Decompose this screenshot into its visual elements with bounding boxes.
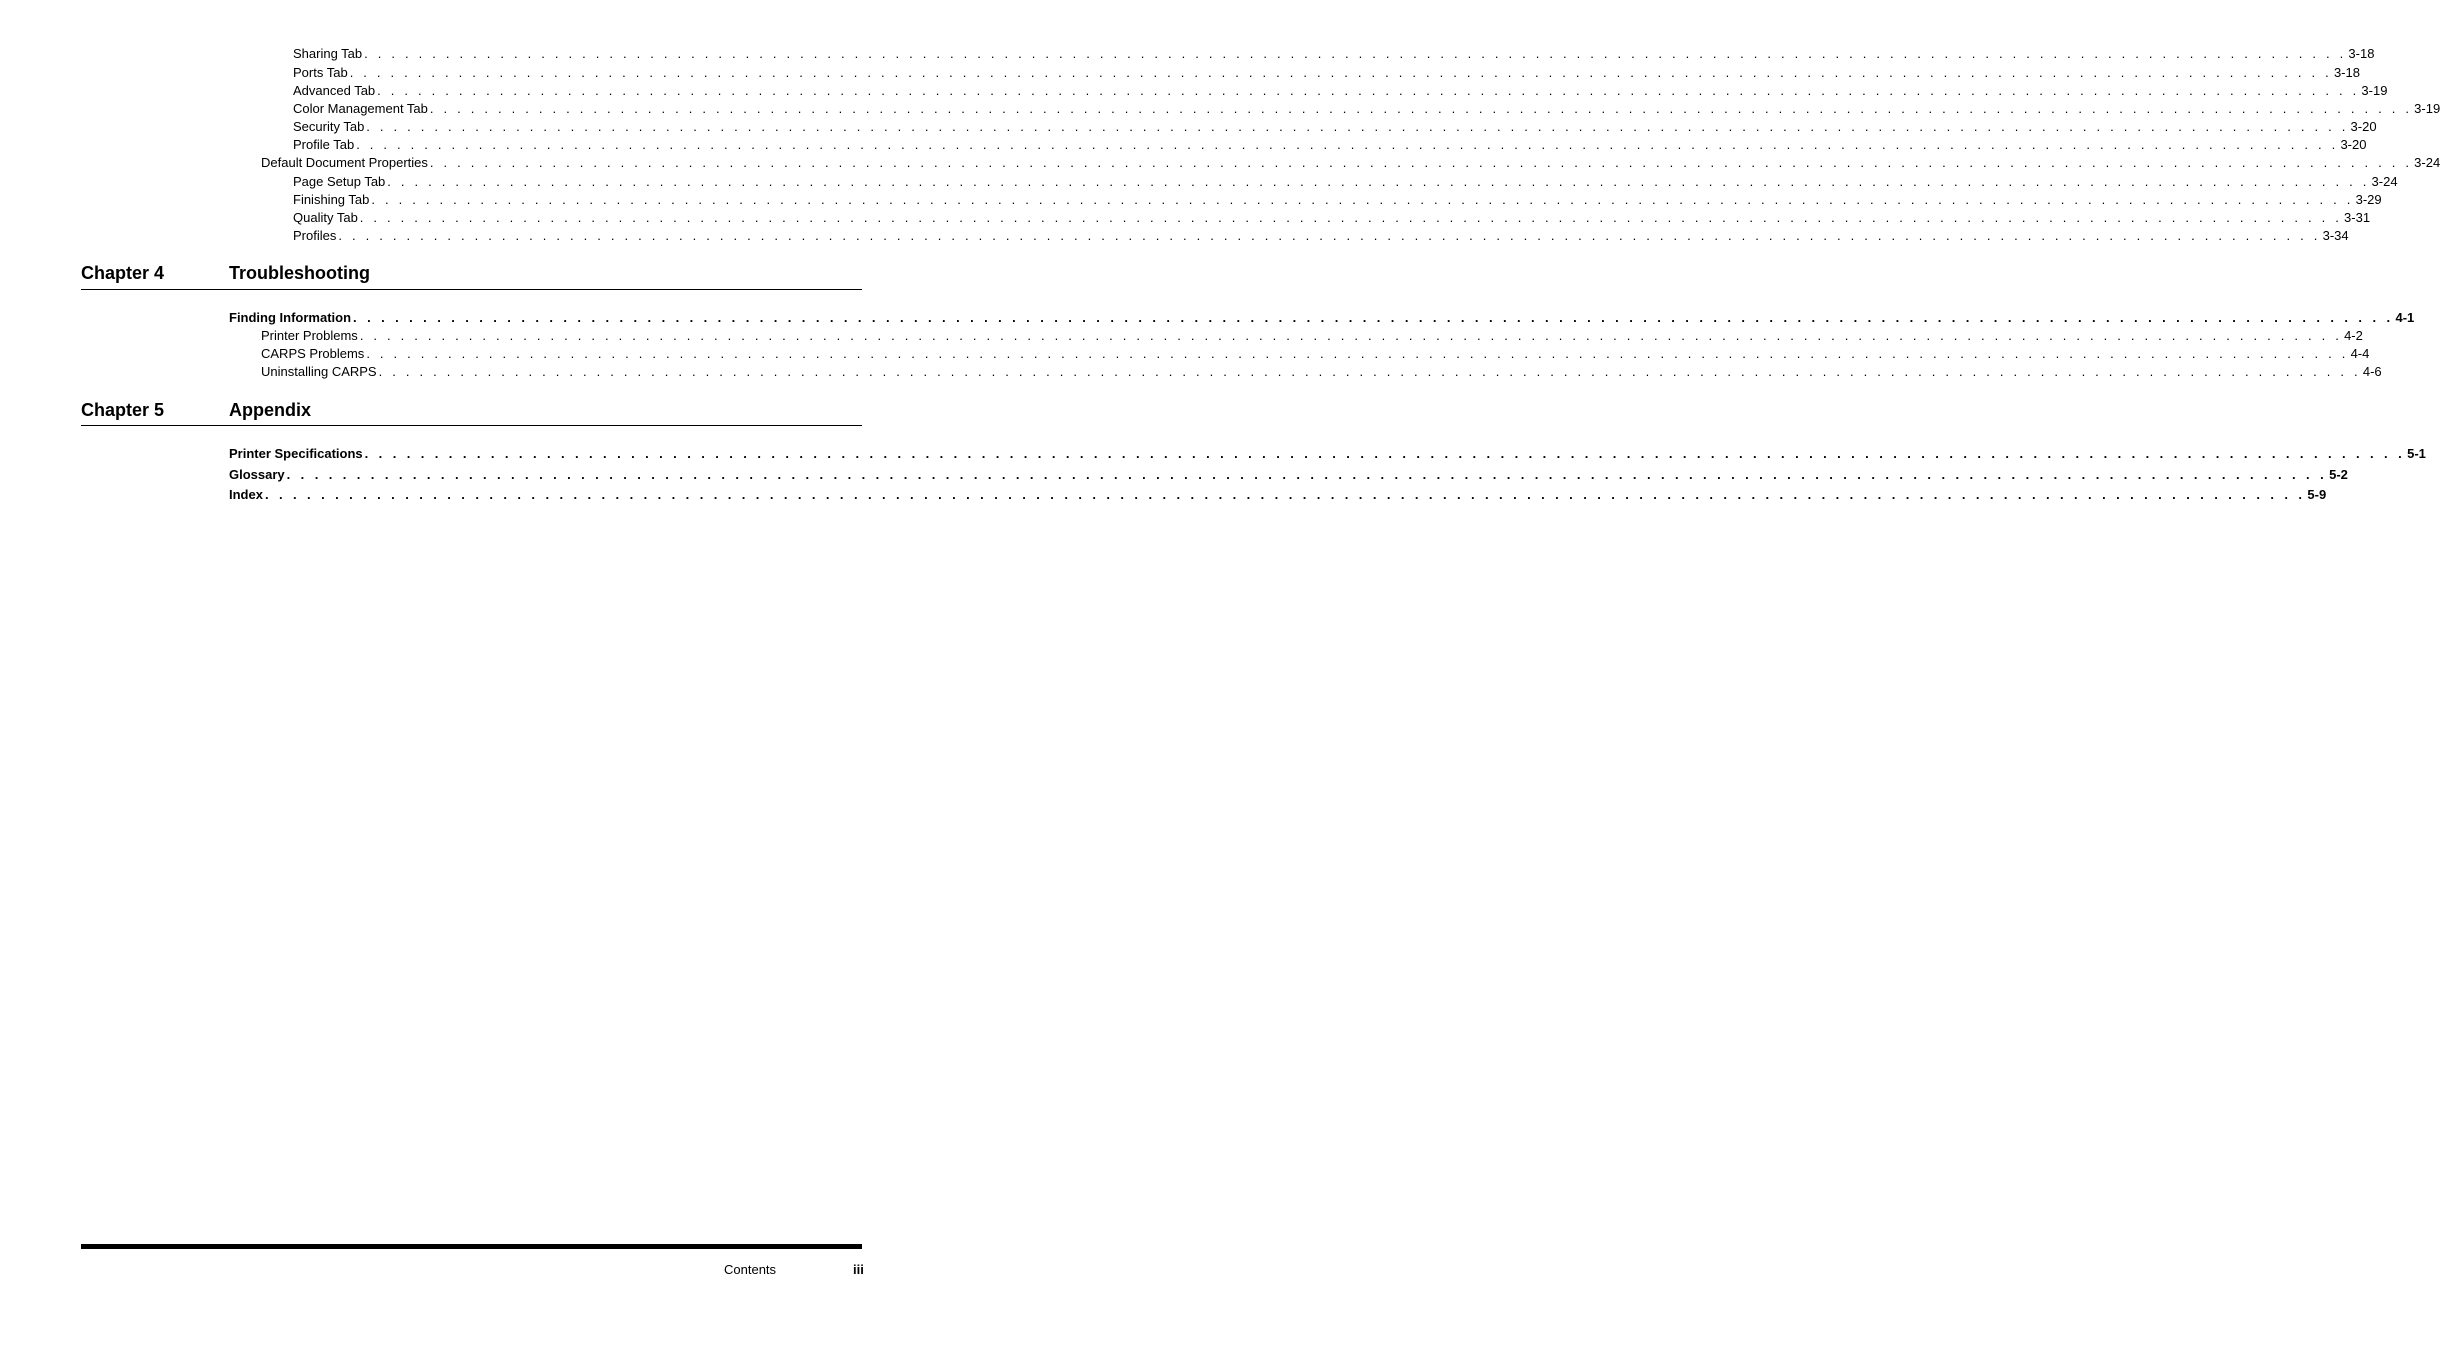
toc-entry-page: 4-6 — [2362, 364, 2382, 379]
toc-entry-title: Default Document Properties — [261, 155, 428, 170]
leader-dots: . . . . . . . . . . . . . . . . . . . . . . . . . . . . . . . . . . . . . . . . . . . . . . . . . . . . . . . . . . . . . . . . . . . . . . . . . . . . . . . . . . . . . . . . . . . . . . . . . . . . . . . . . . . . . . . . . . . . . . . . . . . . . . . . . . . . . . . . . . . . . . . . . . — [371, 192, 2354, 207]
chapter-label: Chapter 5 — [81, 400, 165, 420]
leader-dots: . . . . . . . . . . . . . . . . . . . . . . . . . . . . . . . . . . . . . . . . . . . . . . . . . . . . . . . . . . . . . . . . . . . . . . . . . . . . . . . . . . . . . . . . . . . . . . . . . . . . . . . . . . . . . . . . . . . . . . . . . . . . . . . . . . . . . . . . . . . . . . . . . . — [377, 83, 2360, 98]
footer-section-name: Contents — [724, 1262, 777, 1277]
leader-dots: . . . . . . . . . . . . . . . . . . . . . . . . . . . . . . . . . . . . . . . . . . . . . . . . . . . . . . . . . . . . . . . . . . . . . . . . . . . . . . . . . . . . . . . . . . . . . . . . . . . . . . . . . . . . . . . . . . . . . . . . . . . . . . . . . . . . . . . . . . . . . . . . . . — [364, 446, 2406, 461]
toc-entry-page: 3-24 — [2414, 155, 2440, 170]
toc-entry-ports-tab[interactable] — [293, 65, 2360, 81]
toc-entry-title: Printer Problems — [261, 328, 358, 343]
footer-rule — [81, 1244, 862, 1249]
toc-entry-page: 3-19 — [2361, 83, 2388, 98]
toc-entry-title: Color Management Tab — [293, 101, 428, 116]
toc-entry-finding-information[interactable] — [229, 310, 2415, 326]
toc-entry-page: 3-19 — [2414, 101, 2440, 116]
leader-dots: . . . . . . . . . . . . . . . . . . . . . . . . . . . . . . . . . . . . . . . . . . . . . . . . . . . . . . . . . . . . . . . . . . . . . . . . . . . . . . . . . . . . . . . . . . . . . . . . . . . . . . . . . . . . . . . . . . . . . . . . . . . . . . . . . . . . . . . . . . . . . . . . . . — [286, 467, 2328, 482]
chapter-label: Chapter 4 — [81, 263, 165, 283]
toc-entry-title: Finishing Tab — [293, 192, 370, 207]
toc-entry-title: Ports Tab — [293, 65, 348, 80]
toc-entry-index[interactable] — [229, 487, 2327, 503]
toc-entry-page: 3-20 — [2340, 137, 2367, 152]
leader-dots: . . . . . . . . . . . . . . . . . . . . . . . . . . . . . . . . . . . . . . . . . . . . . . . . . . . . . . . . . . . . . . . . . . . . . . . . . . . . . . . . . . . . . . . . . . . . . . . . . . . . . . . . . . . . . . . . . . . . . . . . . . . . . . . . . . . . . . . . . . . . . . . . . . — [356, 137, 2339, 152]
toc-entry-page-setup-tab[interactable] — [293, 174, 2398, 190]
toc-entry-advanced-tab[interactable] — [293, 83, 2388, 99]
toc-entry-title: CARPS Problems — [261, 346, 365, 361]
toc-entry-page: 5-1 — [2407, 446, 2426, 461]
toc-entry-page: 3-24 — [2371, 174, 2398, 189]
toc-entry-title: Security Tab — [293, 119, 365, 134]
toc-entry-title: Index — [229, 487, 263, 502]
leader-dots: . . . . . . . . . . . . . . . . . . . . . . . . . . . . . . . . . . . . . . . . . . . . . . . . . . . . . . . . . . . . . . . . . . . . . . . . . . . . . . . . . . . . . . . . . . . . . . . . . . . . . . . . . . . . . . . . . . . . . . . . . . . . . . . . . . . . . . . . . . . . . . . . . . — [359, 210, 2343, 225]
toc-entry-title: Uninstalling CARPS — [261, 364, 377, 379]
leader-dots: . . . . . . . . . . . . . . . . . . . . . . . . . . . . . . . . . . . . . . . . . . . . . . . . . . . . . . . . . . . . . . . . . . . . . . . . . . . . . . . . . . . . . . . . . . . . . . . . . . . . . . . . . . . . . . . . . . . . . . . . . . . . . . . . . . . . . . . . . . . . . . . . . . — [429, 101, 2413, 116]
toc-entry-page: 3-29 — [2355, 192, 2382, 207]
toc-entry-printer-specifications[interactable] — [229, 446, 2426, 462]
toc-entry-page: 3-20 — [2350, 119, 2377, 134]
toc-entry-printer-problems[interactable] — [261, 328, 2363, 344]
leader-dots: . . . . . . . . . . . . . . . . . . . . . . . . . . . . . . . . . . . . . . . . . . . . . . . . . . . . . . . . . . . . . . . . . . . . . . . . . . . . . . . . . . . . . . . . . . . . . . . . . . . . . . . . . . . . . . . . . . . . . . . . . . . . . . . . . . . . . . . . . . . . . . . . . . — [338, 228, 2321, 243]
toc-entry-title: Advanced Tab — [293, 83, 376, 98]
toc-entry-page: 3-18 — [2348, 46, 2375, 61]
leader-dots: . . . . . . . . . . . . . . . . . . . . . . . . . . . . . . . . . . . . . . . . . . . . . . . . . . . . . . . . . . . . . . . . . . . . . . . . . . . . . . . . . . . . . . . . . . . . . . . . . . . . . . . . . . . . . . . . . . . . . . . . . . . . . . . . . . . . . . . . . . . . . . . . . . — [366, 119, 2349, 134]
chapter-5-heading — [81, 399, 862, 426]
toc-entry-page: 3-34 — [2322, 228, 2349, 243]
toc-entry-page: 3-31 — [2344, 210, 2371, 225]
toc-entry-title: Finding Information — [229, 310, 352, 325]
leader-dots: . . . . . . . . . . . . . . . . . . . . . . . . . . . . . . . . . . . . . . . . . . . . . . . . . . . . . . . . . . . . . . . . . . . . . . . . . . . . . . . . . . . . . . . . . . . . . . . . . . . . . . . . . . . . . . . . . . . . . . . . . . . . . . . . . . . . . . . . . . . . . . . . . . — [264, 487, 2306, 502]
toc-entry-page: 4-2 — [2344, 328, 2363, 343]
toc-entry-carps-problems[interactable] — [261, 346, 2370, 362]
leader-dots: . . . . . . . . . . . . . . . . . . . . . . . . . . . . . . . . . . . . . . . . . . . . . . . . . . . . . . . . . . . . . . . . . . . . . . . . . . . . . . . . . . . . . . . . . . . . . . . . . . . . . . . . . . . . . . . . . . . . . . . . . . . . . . . . . . . . . . . . . . . . . . . . . . — [359, 328, 2343, 343]
leader-dots: . . . . . . . . . . . . . . . . . . . . . . . . . . . . . . . . . . . . . . . . . . . . . . . . . . . . . . . . . . . . . . . . . . . . . . . . . . . . . . . . . . . . . . . . . . . . . . . . . . . . . . . . . . . . . . . . . . . . . . . . . . . . . . . . . . . . . . . . . . . . . . . . . . — [353, 310, 2394, 325]
toc-entry-color-management-tab[interactable] — [293, 101, 2440, 117]
leader-dots: . . . . . . . . . . . . . . . . . . . . . . . . . . . . . . . . . . . . . . . . . . . . . . . . . . . . . . . . . . . . . . . . . . . . . . . . . . . . . . . . . . . . . . . . . . . . . . . . . . . . . . . . . . . . . . . . . . . . . . . . . . . . . . . . . . . . . . . . . . . . . . . . . . — [366, 346, 2349, 361]
toc-entry-page: 5-2 — [2329, 467, 2348, 482]
toc-entry-profile-tab[interactable] — [293, 137, 2367, 153]
toc-entry-title: Page Setup Tab — [293, 174, 386, 189]
leader-dots: . . . . . . . . . . . . . . . . . . . . . . . . . . . . . . . . . . . . . . . . . . . . . . . . . . . . . . . . . . . . . . . . . . . . . . . . . . . . . . . . . . . . . . . . . . . . . . . . . . . . . . . . . . . . . . . . . . . . . . . . . . . . . . . . . . . . . . . . . . . . . . . . . . — [364, 46, 2347, 61]
toc-entry-default-document-properties[interactable] — [261, 155, 2440, 171]
chapter-4-heading — [81, 262, 862, 290]
toc-entry-profiles[interactable] — [293, 228, 2349, 244]
toc-entry-page: 5-9 — [2307, 487, 2327, 502]
leader-dots: . . . . . . . . . . . . . . . . . . . . . . . . . . . . . . . . . . . . . . . . . . . . . . . . . . . . . . . . . . . . . . . . . . . . . . . . . . . . . . . . . . . . . . . . . . . . . . . . . . . . . . . . . . . . . . . . . . . . . . . . . . . . . . . . . . . . . . . . . . . . . . . . . . — [429, 155, 2413, 170]
toc-entry-security-tab[interactable] — [293, 119, 2377, 135]
leader-dots: . . . . . . . . . . . . . . . . . . . . . . . . . . . . . . . . . . . . . . . . . . . . . . . . . . . . . . . . . . . . . . . . . . . . . . . . . . . . . . . . . . . . . . . . . . . . . . . . . . . . . . . . . . . . . . . . . . . . . . . . . . . . . . . . . . . . . . . . . . . . . . . . . . — [378, 364, 2361, 379]
leader-dots: . . . . . . . . . . . . . . . . . . . . . . . . . . . . . . . . . . . . . . . . . . . . . . . . . . . . . . . . . . . . . . . . . . . . . . . . . . . . . . . . . . . . . . . . . . . . . . . . . . . . . . . . . . . . . . . . . . . . . . . . . . . . . . . . . . . . . . . . . . . . . . . . . . — [387, 174, 2370, 189]
toc-entry-sharing-tab[interactable] — [293, 46, 2375, 62]
footer-page-number: iii — [853, 1262, 864, 1277]
toc-entry-title: Profile Tab — [293, 137, 355, 152]
leader-dots: . . . . . . . . . . . . . . . . . . . . . . . . . . . . . . . . . . . . . . . . . . . . . . . . . . . . . . . . . . . . . . . . . . . . . . . . . . . . . . . . . . . . . . . . . . . . . . . . . . . . . . . . . . . . . . . . . . . . . . . . . . . . . . . . . . . . . . . . . . . . . . . . . . — [349, 65, 2332, 80]
toc-entry-title: Profiles — [293, 228, 337, 243]
chapter-title[interactable]: Appendix — [229, 400, 312, 420]
toc-entry-title: Printer Specifications — [229, 446, 363, 461]
toc-entry-quality-tab[interactable] — [293, 210, 2371, 226]
toc-entry-title: Glossary — [229, 467, 285, 482]
toc-entry-title: Quality Tab — [293, 210, 358, 225]
chapter-title[interactable]: Troubleshooting — [229, 263, 370, 283]
toc-entry-page: 4-1 — [2395, 310, 2415, 325]
toc-entry-uninstalling-carps[interactable] — [261, 364, 2382, 380]
toc-entry-glossary[interactable] — [229, 467, 2348, 483]
toc-entry-page: 4-4 — [2350, 346, 2370, 361]
toc-entry-title: Sharing Tab — [293, 46, 363, 61]
toc-entry-finishing-tab[interactable] — [293, 192, 2382, 208]
toc-entry-page: 3-18 — [2333, 65, 2360, 80]
